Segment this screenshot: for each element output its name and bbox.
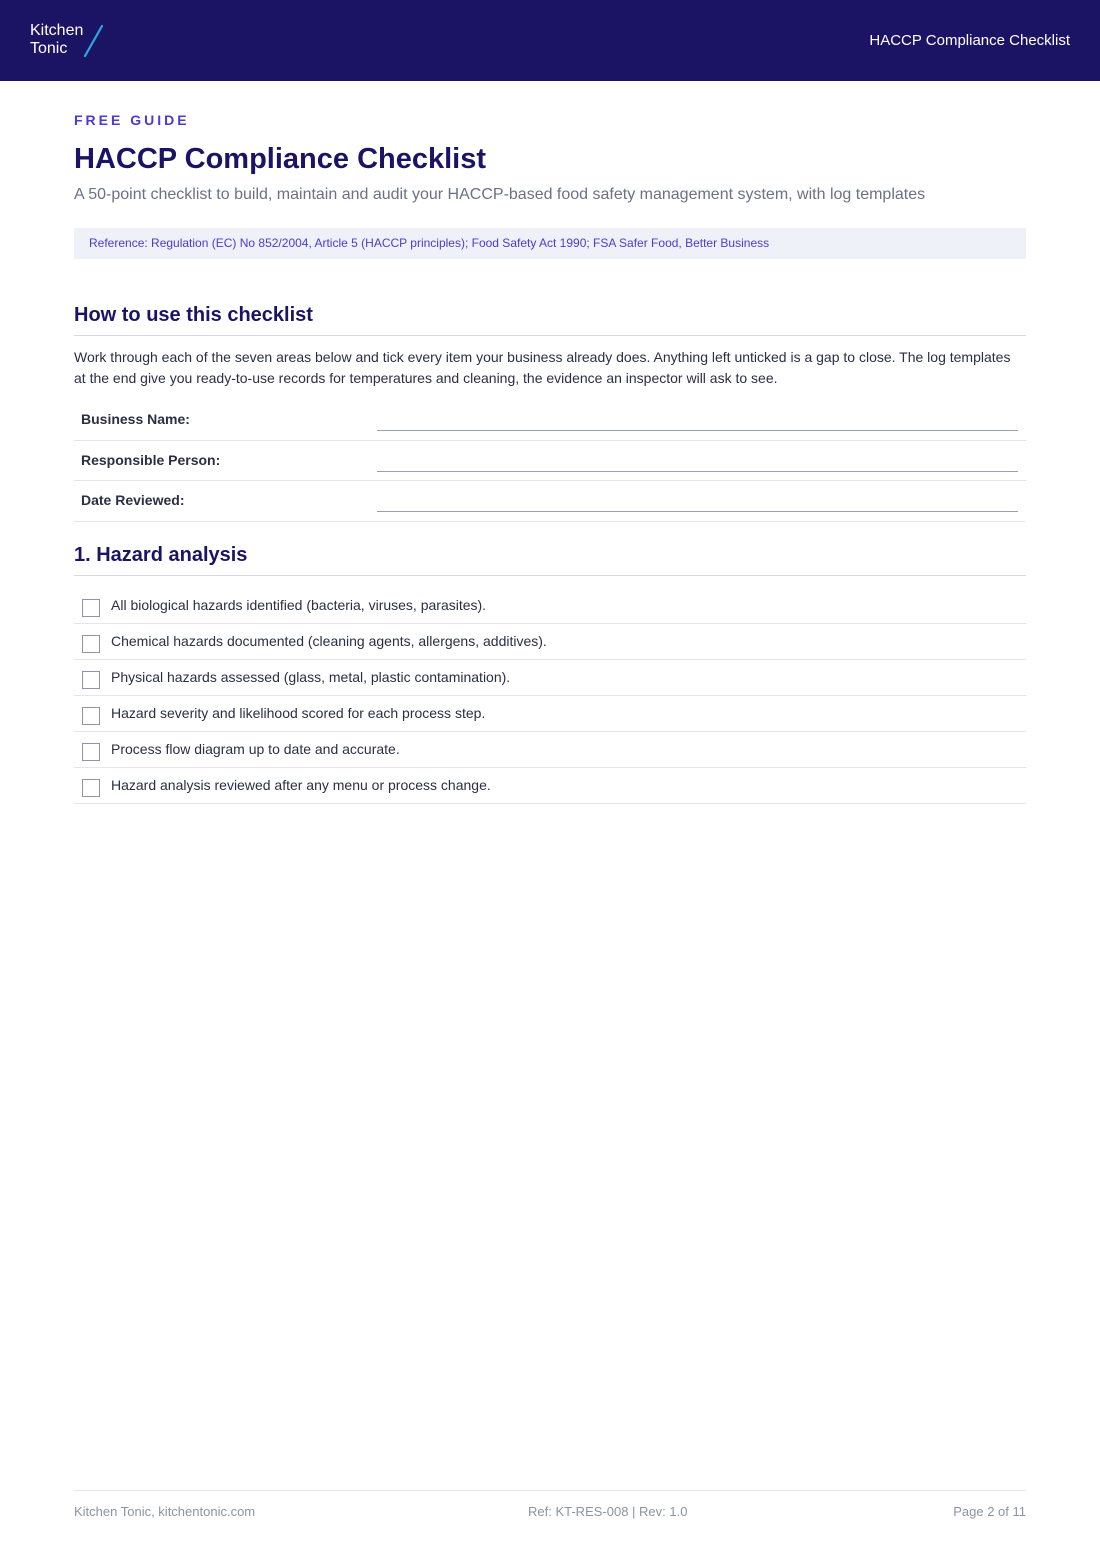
hazard-analysis-heading: 1. Hazard analysis	[74, 544, 1026, 576]
date-reviewed-label: Date Reviewed:	[81, 492, 185, 509]
checkbox[interactable]	[82, 743, 100, 761]
field-row-date-reviewed	[74, 481, 1026, 522]
how-to-use-text: Work through each of the seven areas below and tick every item your business already does. Anything left unticked is a gap to close. The log templates at the end give you ready-to-use records for temperatures and cleaning, the evidence an inspector will ask to see.	[74, 349, 1011, 386]
checkbox[interactable]	[82, 599, 100, 617]
checklist-item	[74, 588, 1026, 624]
checklist-item	[74, 660, 1026, 696]
checklist-item-text: Process flow diagram up to date and accurate.	[111, 741, 400, 757]
logo-word-tonic: Tonic	[30, 40, 68, 57]
checklist-item	[74, 624, 1026, 660]
business-details-form	[74, 400, 1026, 522]
how-to-use-heading: How to use this checklist	[74, 304, 1026, 336]
responsible-person-field[interactable]	[377, 471, 1018, 472]
footer-site-link[interactable]: Kitchen Tonic, kitchentonic.com	[74, 1504, 256, 1519]
kitchen-tonic-logo[interactable]	[30, 22, 83, 58]
page-title: HACCP Compliance Checklist	[74, 143, 487, 175]
checklist-item-text: All biological hazards identified (bacteria, viruses, parasites).	[111, 597, 487, 613]
checklist-item	[74, 696, 1026, 732]
checklist-item-text: Physical hazards assessed (glass, metal, plastic contamination).	[111, 669, 511, 685]
checklist-item-text: Hazard severity and likelihood scored for each process step.	[111, 705, 486, 721]
footer-page-number: Page 2 of 11	[953, 1504, 1026, 1519]
footer-reference: Ref: KT-RES-008 | Rev: 1.0	[528, 1504, 688, 1519]
checkbox[interactable]	[82, 707, 100, 725]
checklist-item	[74, 732, 1026, 768]
checkbox[interactable]	[82, 635, 100, 653]
header-document-title: HACCP Compliance Checklist	[869, 32, 1070, 49]
responsible-person-label: Responsible Person:	[81, 451, 221, 468]
logo-slash-icon	[82, 24, 106, 58]
business-name-field[interactable]	[377, 430, 1018, 431]
regulation-reference-box: Reference: Regulation (EC) No 852/2004, Article 5 (HACCP principles); Food Safety Act 1990; FSA Safer Food, Better Business	[74, 228, 1026, 259]
checklist-item-text: Hazard analysis reviewed after any menu or process change.	[111, 777, 491, 793]
date-reviewed-field[interactable]	[377, 511, 1018, 512]
field-row-business-name	[74, 400, 1026, 441]
checklist-item-text: Chemical hazards documented (cleaning agents, allergens, additives).	[111, 633, 547, 649]
logo-word-kitchen: Kitchen	[30, 22, 84, 39]
field-row-responsible-person	[74, 441, 1026, 482]
hazard-analysis-checklist	[74, 588, 1026, 804]
checkbox[interactable]	[82, 671, 100, 689]
page-subtitle: A 50-point checklist to build, maintain and audit your HACCP-based food safety management system, with log templates	[74, 186, 926, 203]
header-bar	[0, 0, 1100, 81]
page-footer	[74, 1490, 1026, 1519]
checkbox[interactable]	[82, 779, 100, 797]
eyebrow-label: FREE GUIDE	[74, 112, 190, 128]
checklist-item	[74, 768, 1026, 804]
business-name-label: Business Name:	[81, 411, 190, 427]
